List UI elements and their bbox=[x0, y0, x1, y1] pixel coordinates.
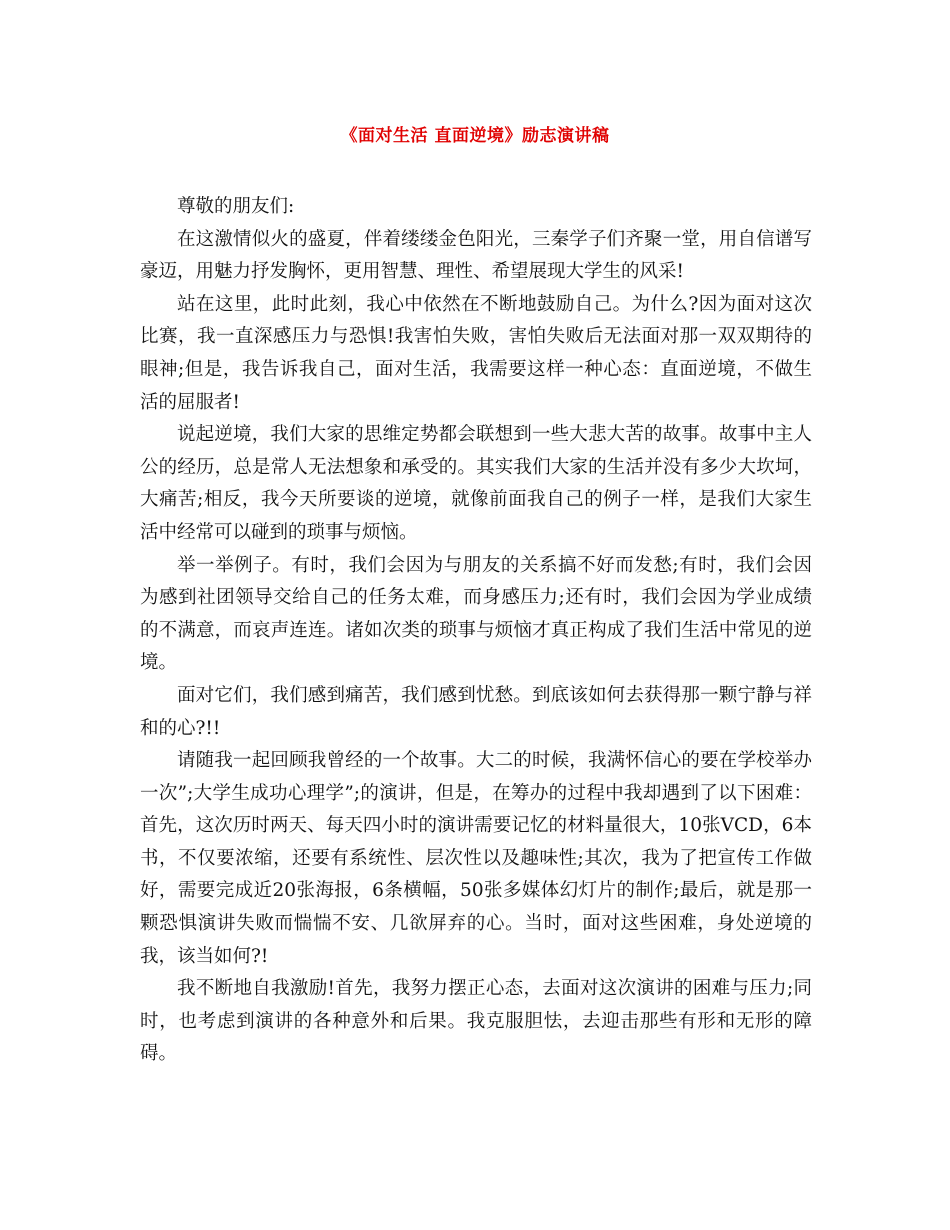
paragraph-7: 我不断地自我激励!首先，我努力摆正心态，去面对这次演讲的困难与压力;同时，也考虑到演讲的各种意外和后果。我克服胆怯，去迎击那些有形和无形的障碍。 bbox=[140, 978, 812, 1065]
paragraph-3: 说起逆境，我们大家的思维定势都会联想到一些大悲大苦的故事。故事中主人公的经历，总是常人无法想象和承受的。其实我们大家的生活并没有多少大坎坷，大痛苦;相反，我今天所要谈的逆境，就像前面我自己的例子一样，是我们大家生活中经常可以碰到的琐事与烦恼。 bbox=[140, 424, 812, 543]
salutation: 尊敬的朋友们: bbox=[177, 196, 295, 217]
paragraph-6: 请随我一起回顾我曾经的一个故事。大二的时候，我满怀信心的要在学校举办一次”;大学生成功心理学”;的演讲，但是，在筹办的过程中我却遇到了以下困难：首先，这次历时两天、每天四小时的演讲需要记忆的材料量很大，10张VCD，6本书，不仅要浓缩，还要有系统性、层次性以及趣味性;其次，我为了把宣传工作做好，需要完成近20张海报，6条横幅，50张多媒体幻灯片的制作;最后，就是那一颗恐惧演讲失败而惴惴不安、几欲屏弃的心。当时，面对这些困难，身处逆境的我，该当如何?! bbox=[140, 750, 812, 967]
paragraph-2: 站在这里，此时此刻，我心中依然在不断地鼓励自己。为什么?因为面对这次比赛，我一直深感压力与恐惧!我害怕失败，害怕失败后无法面对那一双双期待的眼神;但是，我告诉我自己，面对生活，我需要这样一种心态：直面逆境，不做生活的屈服者! bbox=[140, 293, 812, 413]
document-body bbox=[140, 191, 812, 1071]
document-title: 《面对生活 直面逆境》励志演讲稿 bbox=[340, 126, 610, 146]
paragraph-4: 举一举例子。有时，我们会因为与朋友的关系搞不好而发愁;有时，我们会因为感到社团领导交给自己的任务太难，而身感压力;还有时，我们会因为学业成绩的不满意，而哀声连连。诸如次类的琐事与烦恼才真正构成了我们生活中常见的逆境。 bbox=[140, 554, 812, 674]
paragraph-5: 面对它们，我们感到痛苦，我们感到忧愁。到底该如何去获得那一颗宁静与祥和的心?!! bbox=[140, 684, 812, 739]
paragraph-1: 在这激情似火的盛夏，伴着缕缕金色阳光，三秦学子们齐聚一堂，用自信谱写豪迈，用魅力抒发胸怀，更用智慧、理性、希望展现大学生的风采! bbox=[140, 228, 812, 283]
